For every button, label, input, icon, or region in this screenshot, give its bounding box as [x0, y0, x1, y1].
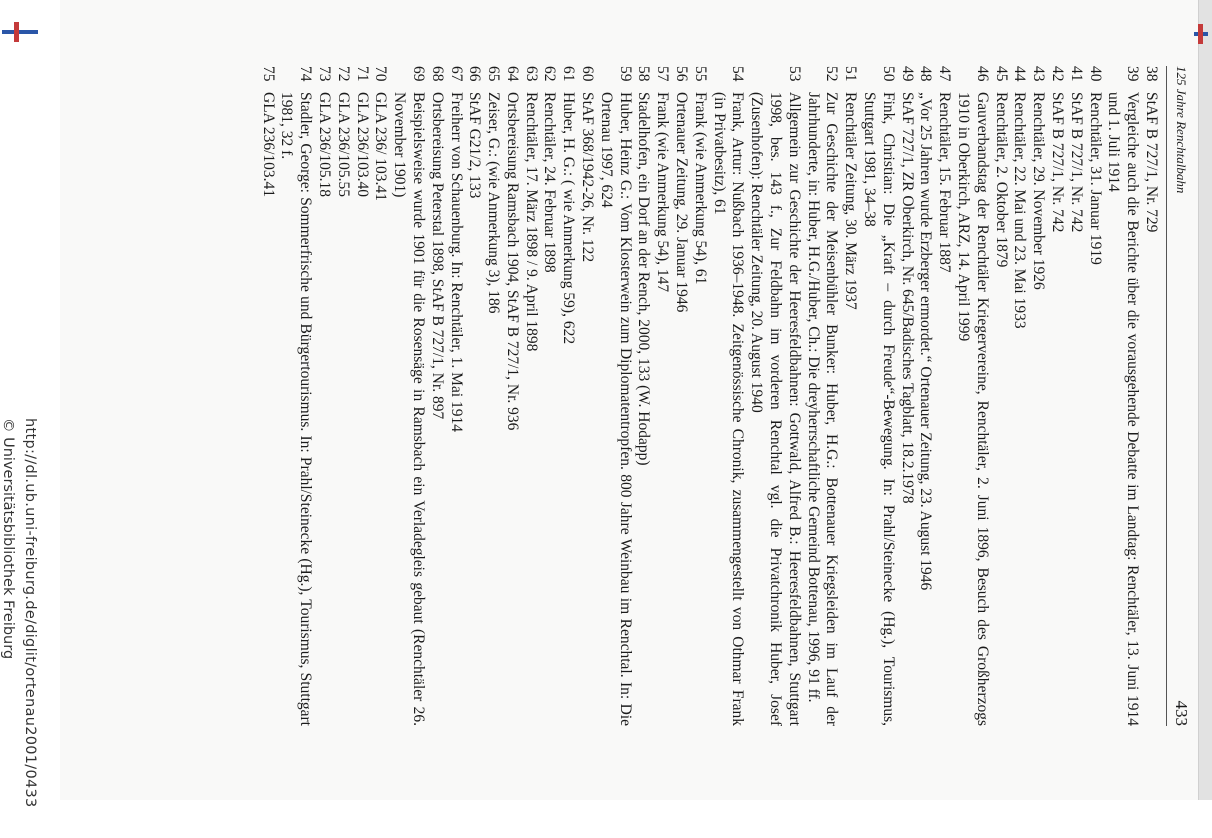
endnote — [1028, 66, 1047, 726]
endnote-text: Freiherr von Schauenburg. In: Renchtäler, 1. Mai 1914 — [447, 92, 465, 433]
endnote-number: 56 — [673, 66, 691, 82]
endnote-text: „Vor 25 Jahren wurde Erzberger ermordet.“ Ortenauer Zeitung, 23. August 1946 — [917, 92, 935, 591]
endnote-number: 46 — [973, 66, 991, 82]
endnote-number: 64 — [503, 66, 521, 82]
endnote-number: 42 — [1049, 66, 1067, 82]
rotated-page-content — [258, 66, 1191, 766]
endnote — [1066, 66, 1085, 726]
endnote — [502, 66, 521, 726]
endnote — [671, 66, 690, 726]
endnote-text: Frank, Artur: Nußbach 1936–1948. Zeitgenössische Chronik, zusammengestellt von Othmar Frank (in Privatbesitz), 61 — [710, 92, 747, 726]
footer — [0, 418, 38, 838]
endnote-text: Fink, Christian: Die „Kraft – durch Freude“-Bewegung. In: Prahl/Steinecke (Hg.), Tourismus, Stuttgart 1981, 34–38 — [861, 92, 897, 726]
endnote-number: 62 — [541, 66, 559, 82]
endnote-number: 49 — [898, 66, 916, 82]
endnote-text: Stadler, George: Sommerfrische und Bürgertourismus. In: Prahl/Steinecke (Hg.), Tourismus, Stuttgart 1981, 32 f. — [278, 92, 315, 726]
endnote-text: Gauverbandstag der Renchtäler Kriegervereine, Renchtäler, 2. Juni 1896, Besuch des Großherzogs 1910 in Oberkirch, ARZ, 14. April 1999 — [955, 92, 991, 726]
endnote — [258, 66, 277, 726]
endnote-number: 59 — [616, 66, 634, 82]
endnote-number: 69 — [409, 66, 427, 82]
endnote-text: Renchtäler, 2. Oktober 1879 — [992, 92, 1010, 268]
header-rule — [1166, 66, 1167, 726]
endnote — [803, 66, 841, 726]
endnote-number: 60 — [579, 66, 597, 82]
endnote-text: Renchtäler, 24. Februar 1898 — [541, 92, 559, 273]
endnote-text: StAF G21/2, 133 — [466, 92, 484, 199]
endnote-number: 74 — [297, 66, 315, 82]
endnote-number: 67 — [447, 66, 465, 82]
endnote-number: 40 — [1086, 66, 1104, 82]
endnote — [389, 66, 427, 726]
endnote-text: Frank (wie Anmerkung 54), 147 — [654, 92, 672, 293]
endnote-text: StAF B 727/1, Nr. 742 — [1049, 92, 1067, 233]
endnote — [352, 66, 371, 726]
library-logo-icon — [2, 22, 38, 42]
footer-copyright: © Universitätsbibliothek Freiburg — [0, 418, 16, 660]
endnote-text: Renchtäler Zeitung, 30. März 1937 — [842, 92, 860, 310]
endnote — [859, 66, 897, 726]
endnote-number: 38 — [1143, 66, 1160, 82]
endnote — [596, 66, 634, 726]
endnote-text: Renchtäler, 22. Mai und 23. Mai 1933 — [1011, 92, 1029, 329]
endnote — [1047, 66, 1066, 726]
endnote — [746, 66, 802, 726]
endnote-text: GLA 236/105.55 — [334, 92, 352, 198]
library-logo-icon-right — [1194, 24, 1208, 44]
endnote-text: Stadelhofen, ein Dorf an der Rench, 2000, 133 (W. Hodapp) — [635, 92, 653, 466]
endnotes-list — [258, 66, 1160, 766]
endnote — [916, 66, 935, 726]
endnote-text: StAF 368/1942-26, Nr. 122 — [579, 92, 597, 263]
endnote — [897, 66, 916, 726]
endnote-text: Beispielsweise wurde 1901 für die Rosensäge in Ramsbach ein Verladegleis gebaut (Renchtäler 26. November 1901) — [391, 92, 427, 726]
endnote — [840, 66, 859, 726]
endnote — [690, 66, 709, 726]
endnote-text: StAF 727/1, ZR Oberkirch, Nr. 645/Badisches Tagblatt, 18.2.1978 — [898, 92, 916, 504]
endnote — [634, 66, 653, 726]
endnote-text: Allgemein zur Geschichte der Heeresfeldbahnen: Gottwald, Alfred B.: Heeresfeldbahnen, Stuttgart 1998, bes. 143 f., Zur Feldbahn im vorderen Renchtal vgl. die Privatchronik Huber, Josef (Zusenhofen): Renchtäler Zeitung, 20. August 1940 — [748, 92, 803, 726]
endnote — [1104, 66, 1142, 726]
endnote-number: 41 — [1067, 66, 1085, 82]
endnote — [540, 66, 559, 726]
endnote-text: Zeiser, G.: (wie Anmerkung 3), 186 — [485, 92, 503, 314]
endnote-number: 55 — [691, 66, 709, 82]
endnote-text: GLA 236/103.40 — [353, 92, 371, 198]
endnote-text: Zur Geschichte der Meisenbühler Bunker: Huber, H.G.: Bottenauer Kriegsleiden im Lauf der Jahrhunderte, in: Huber, H.G./Huber, Ch.: Die dreyherrschaftliche Gemeind Bottenau, 1996, 91 ff. — [804, 92, 841, 726]
endnote-number: 47 — [936, 66, 954, 82]
endnote-text: Renchtäler, 31. Januar 1919 — [1086, 92, 1104, 265]
endnote — [991, 66, 1010, 726]
endnote-text: Renchtäler, 17. März 1898 / 9. April 1898 — [522, 92, 540, 352]
endnote-number: 57 — [654, 66, 672, 82]
endnote-number: 50 — [879, 66, 897, 82]
endnote — [934, 66, 953, 726]
endnote-number: 53 — [785, 66, 803, 82]
endnote — [1085, 66, 1104, 726]
endnote-number: 44 — [1011, 66, 1029, 82]
endnote — [1141, 66, 1160, 726]
endnote-text: GLA 236/105.18 — [315, 92, 333, 198]
endnote — [521, 66, 540, 726]
endnote-text: GLA 236/ 103.41 — [372, 92, 390, 201]
endnote-text: Renchtäler, 15. Februar 1887 — [936, 92, 954, 273]
endnote-number: 71 — [353, 66, 371, 82]
endnote-number: 66 — [466, 66, 484, 82]
page-number: 433 — [1172, 700, 1191, 726]
endnote — [465, 66, 484, 726]
endnote-text: Ortsbereisung Ramsbach 1904, StAF B 727/1, Nr. 936 — [503, 92, 521, 431]
endnote — [559, 66, 578, 726]
endnote-text: StAF B 727/1, Nr. 729 — [1143, 92, 1160, 233]
right-page-edge — [1198, 0, 1212, 800]
endnote — [371, 66, 390, 726]
endnote — [314, 66, 333, 726]
endnote-text: Vergleiche auch die Berichte über die vorausgehende Debatte im Landtag: Renchtäler, 13. Juni 1914 und 1. Juli 1914 — [1105, 92, 1142, 726]
footer-url[interactable]: http://dl.ub.uni-freiburg.de/diglit/ortenau2001/0433 — [22, 418, 38, 808]
endnote-text: GLA 236/103.41 — [259, 92, 277, 198]
endnote-number: 45 — [992, 66, 1010, 82]
scanned-page — [60, 0, 1198, 800]
endnote-number: 65 — [485, 66, 503, 82]
endnote — [446, 66, 465, 726]
endnote — [577, 66, 596, 726]
endnote-number: 52 — [823, 66, 841, 82]
endnote — [427, 66, 446, 726]
endnote-number: 73 — [315, 66, 333, 82]
endnote — [1010, 66, 1029, 726]
endnote-text: Ortsbereisung Peterstal 1898, StAF B 727/1, Nr. 897 — [428, 92, 446, 420]
endnote-number: 72 — [334, 66, 352, 82]
endnote — [483, 66, 502, 726]
page-header — [1169, 66, 1191, 766]
endnote — [652, 66, 671, 726]
endnote — [277, 66, 315, 726]
running-title: 125 Jahre Renchtalbahn — [1174, 66, 1189, 194]
endnote-text: Frank (wie Anmerkung 54), 61 — [691, 92, 709, 285]
endnote — [333, 66, 352, 726]
endnote-text: Huber, H. G.: ( wie Anmerkung 59), 622 — [560, 92, 578, 345]
endnote-number: 48 — [917, 66, 935, 82]
endnote-text: StAF B 727/1, Nr. 742 — [1067, 92, 1085, 233]
endnote-number: 70 — [372, 66, 390, 82]
endnote-text: Renchtäler, 29. November 1926 — [1030, 92, 1048, 290]
endnote-number: 54 — [729, 66, 747, 82]
endnote-text: Huber, Heinz G.: Vom Klosterwein zum Diplomatentropfen. 800 Jahre Weinbau im Renchtal. In: Die Ortenau 1997, 624 — [597, 92, 634, 726]
endnote-number: 75 — [259, 66, 277, 82]
endnote-number: 68 — [428, 66, 446, 82]
endnote-number: 51 — [842, 66, 860, 82]
endnote-number: 63 — [522, 66, 540, 82]
endnote-number: 61 — [560, 66, 578, 82]
endnote — [953, 66, 991, 726]
endnote-number: 39 — [1124, 66, 1142, 82]
endnote-number: 58 — [635, 66, 653, 82]
endnote — [709, 66, 747, 726]
endnote-text: Ortenauer Zeitung, 29. Januar 1946 — [673, 92, 691, 313]
endnote-number: 43 — [1030, 66, 1048, 82]
